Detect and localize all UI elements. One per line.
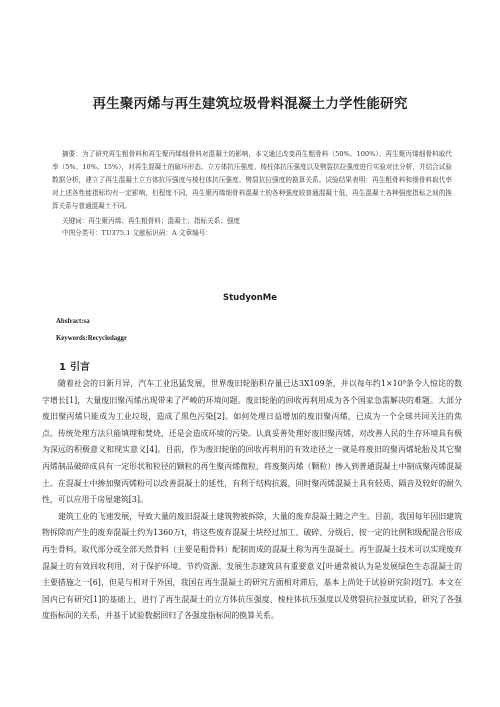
section-body	[42, 376, 462, 625]
paper-title: 再生聚丙烯与再生建筑垃圾骨料混凝土力学性能研究	[92, 96, 408, 112]
section-heading	[59, 358, 90, 373]
keywords-line: 关键词：再生聚丙烯；再生粗骨料；混凝土；指标关系；强度	[62, 217, 241, 225]
english-keywords-label: Keywords:Recycledaggr	[56, 335, 127, 342]
section-number: 1	[59, 362, 66, 373]
classification-line: 中图分类号：TU375.1 文献标识码：A 文章编号：	[62, 229, 212, 237]
body-paragraph: 随着社会的日新月异，汽车工业迅猛发展，世界废旧轮胎积存量已达3X109条，并以每年约1×10⁹条令人惊诧的数字增长[1]，大量废旧聚丙烯出现带来了严峻的环境问题。废旧轮胎的回收再利用成为各个国家急需解决的难题。大部分废旧聚丙烯只能成为工业垃圾，造成了黑色污染[2]。如何处理日益增加的废旧聚丙烯，已成为一个全球共同关注的焦点。传统处理方法只能填埋和焚烧，还是会造成环境的污染。认真妥善处理好废旧聚丙烯，对改善人民的生存环境具有极为深远的积极意义和现实意义[4]。目前，作为废旧轮胎的回收再利用的有效途径之一就是将废旧的聚丙烯轮胎及其它聚丙烯制品破碎成具有一定形状和粒径的颗粒的再生聚丙烯微粒，将废聚丙烯（颗粒）掺入到普通混凝土中制成聚丙烯混凝土。在混凝土中掺加聚丙烯粉可以改善混凝土的延性，有利于结构抗震，同时聚丙烯混凝土具有轻质、隔音及较好的耐久性，可以应用于房屋建筑[3]。	[42, 379, 462, 505]
english-abstract-label: Absfract:sa	[56, 318, 90, 325]
section-title: 引言	[69, 362, 90, 373]
abstract-text: 摘要：为了研究再生粗骨料和再生聚丙烯细骨料对混凝土的影响，本文通过改变再生粗骨料（50%、100%）、再生聚丙烯细骨料取代率（5%、10%、15%），对再生混凝土的破坏形态、立方体抗压强度、棱柱体抗压强度以及劈裂抗拉强度进行实验对比分析，并结合试验数据分析，建立了再生混凝土立方体抗压强度与棱柱体抗压强度、劈裂抗拉强度的换算关系。试验结果表明：再生粗骨料和细骨料取代率对上述各性能指标均有一定影响，但程度不同，再生聚丙烯细骨料混凝土的各种强度较普通混凝土低，再生混凝土各种强度指标之间的换算关系与普通混凝土不同。	[52, 150, 452, 210]
body-paragraph: 建筑工业的飞速发展，导致大量的废旧混凝土建筑物被拆除，大量的废弃混凝土随之产生。目前，我国每年因旧建筑物拆除而产生的废弃混凝土约为1360万t，将这些废弃混凝土块经过加工、破碎、分级后，按一定的比例和级配混合形成再生骨料，取代部分或全部天然骨料（主要是粗骨料）配制而成的混凝土称为再生混凝土。再生混凝土技术可以实现废弃混凝土的有效回收利用，对于保护环境、节约资源、发展生态建筑具有重要意义[叶通常被认为是发展绿色生态混凝土的主要措施之一[6]，但是与相对于外国，我国在再生混凝土的研究方面相对滞后，基本上尚处于试验研究阶段[7]。本文在国内已有研究[1]的基础上，进行了再生混凝土的立方体抗压强度、棱柱体抗压强度以及劈裂抗拉强度试验，研究了各强度指标间的关系，并基于试验数据回归了各强度指标间的换算关系。	[42, 511, 462, 621]
abstract-section	[52, 148, 452, 239]
english-title: StudyonMe	[223, 293, 277, 303]
